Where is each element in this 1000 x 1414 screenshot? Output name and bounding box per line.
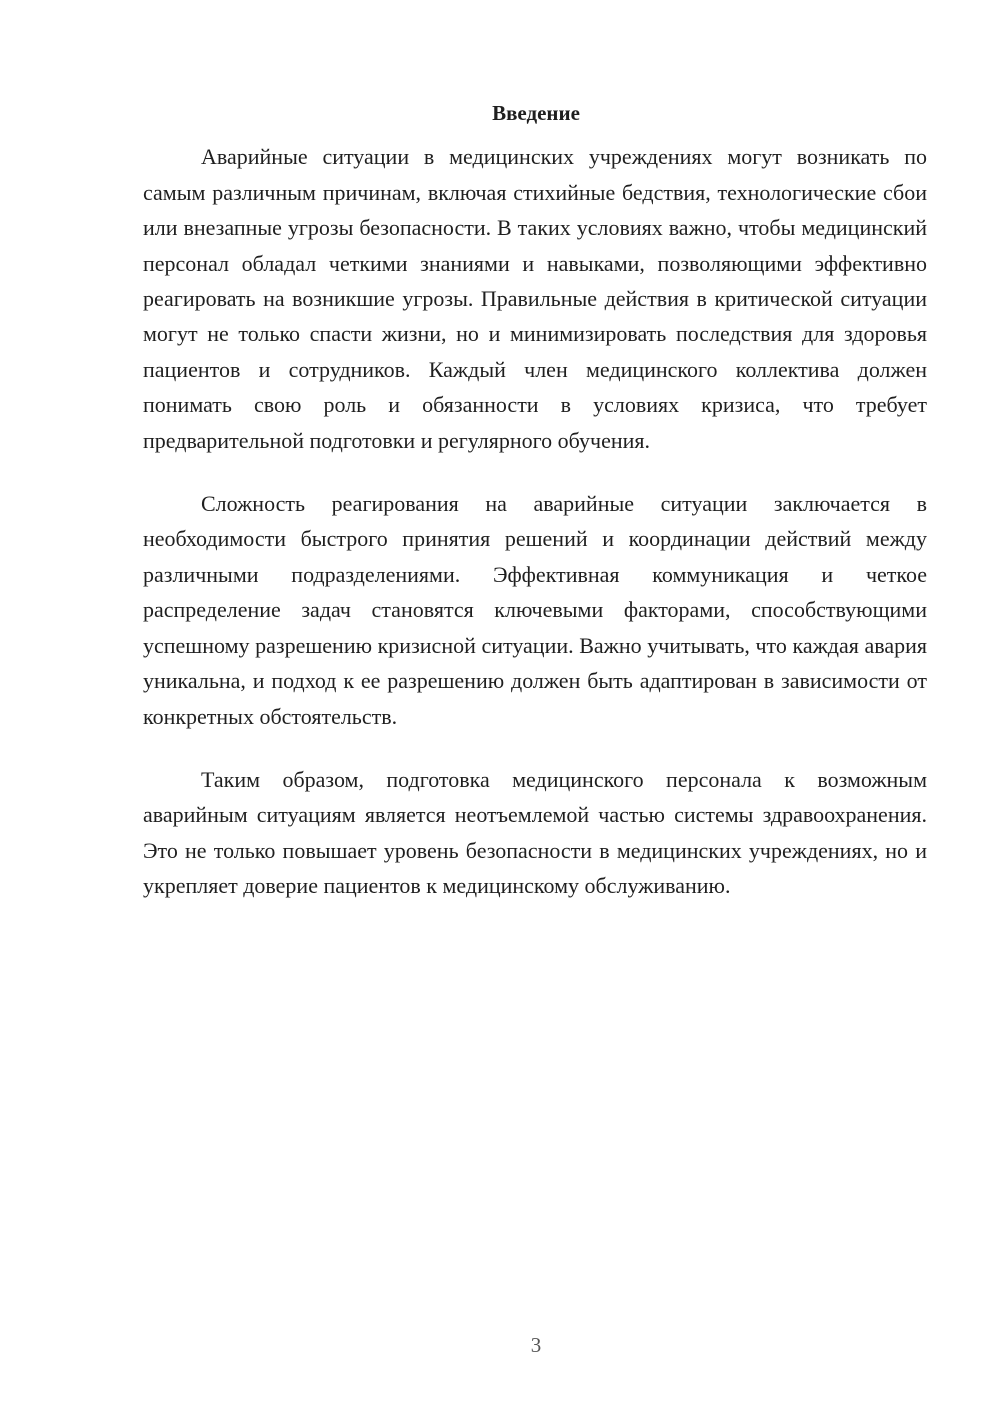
- paragraph-complexity: Сложность реагирования на аварийные ситуации заключается в необходимости быстрого принятия решений и координации действий между различными подразделениями. Эффективная коммуникация и четкое распределение задач становятся ключевыми факторами, способствующими успешному разрешению кризисной ситуации. Важно учитывать, что каждая авария уникальна, и подход к ее разрешению должен быть адаптирован в зависимости от конкретных обстоятельств.: [143, 491, 927, 729]
- paragraph-intro: Аварийные ситуации в медицинских учреждениях могут возникать по самым различным причинам, включая стихийные бедствия, технологические сбои или внезапные угрозы безопасности. В таких условиях важно, чтобы медицинский персонал обладал четкими знаниями и навыками, позволяющими эффективно реагировать на возникшие угрозы. Правильные действия в критической ситуации могут не только спасти жизни, но и минимизировать последствия для здоровья пациентов и сотрудников. Каждый член медицинского коллектива должен понимать свою роль и обязанности в условиях кризиса, что требует предварительной подготовки и регулярного обучения.: [143, 144, 927, 453]
- page-number: 3: [530, 1333, 542, 1357]
- page-content: [143, 96, 927, 904]
- section-heading: Введение: [492, 101, 580, 125]
- paragraph-conclusion: Таким образом, подготовка медицинского персонала к возможным аварийным ситуациям является неотъемлемой частью системы здравоохранения. Это не только повышает уровень безопасности в медицинских учреждениях, но и укрепляет доверие пациентов к медицинскому обслуживанию.: [143, 766, 927, 899]
